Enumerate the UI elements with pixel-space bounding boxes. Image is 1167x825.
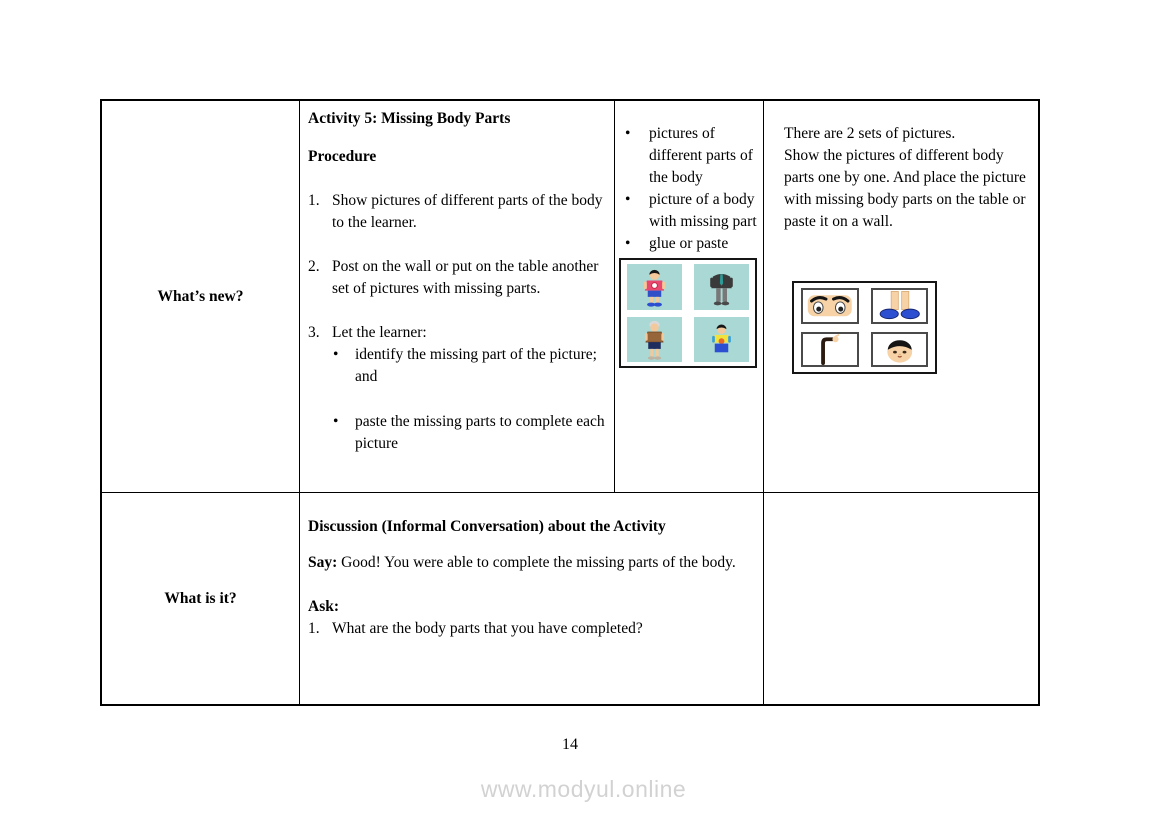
table-row (102, 492, 1038, 704)
list-item (333, 344, 608, 388)
old-man-image (627, 317, 682, 363)
learner-task-list (333, 344, 608, 455)
say-paragraph (308, 552, 743, 574)
arm-image (801, 332, 859, 368)
step-text: Let the learner: (332, 324, 427, 341)
page-number: 14 (562, 736, 578, 753)
lesson-plan-table (100, 99, 1040, 706)
step-text: Show pictures of different parts of the body to the learner. (332, 192, 603, 231)
list-item (623, 189, 759, 233)
procedure-step (308, 322, 608, 344)
notes-line-2: Show the pictures of different body parts one by one. And place the picture with missing body parts on the table or paste it on a wall. (784, 147, 1026, 230)
procedure-step (308, 190, 608, 234)
question-number: 1. (308, 620, 320, 637)
procedure-heading: Procedure (308, 148, 377, 165)
row-label-cell (102, 493, 299, 704)
feet-figure (873, 290, 927, 322)
watermark-text: www.modyul.online (480, 776, 687, 802)
task-text: identify the missing part of the picture; and (355, 346, 597, 385)
bullet-icon: • (625, 191, 631, 208)
row-label-cell (102, 101, 299, 492)
step-number: 1. (308, 192, 320, 209)
body-missing-head-image (694, 264, 749, 310)
empty-cell (763, 493, 1038, 704)
feet-image (871, 288, 929, 324)
list-item (623, 233, 759, 255)
procedure-step (308, 256, 608, 300)
activity-title: Activity 5: Missing Body Parts (308, 110, 511, 127)
task-text: paste the missing parts to complete each picture (355, 413, 605, 452)
boy-no-legs-figure (694, 317, 749, 363)
boy-figure (627, 264, 682, 310)
ask-question (308, 618, 743, 640)
material-text: pictures of different parts of the body (649, 125, 753, 186)
arm-figure (803, 334, 857, 366)
activity-procedure-cell (299, 101, 614, 492)
headless-body-figure (694, 264, 749, 310)
bullet-icon: • (625, 235, 631, 252)
material-text: glue or paste (649, 235, 729, 252)
old-man-figure (627, 317, 682, 363)
eyes-figure (803, 290, 857, 322)
bullet-icon: • (333, 346, 339, 363)
step-text: Post on the wall or put on the table another set of pictures with missing parts. (332, 258, 599, 297)
step-number: 2. (308, 258, 320, 275)
step-number: 3. (308, 324, 320, 341)
ask-label: Ask: (308, 598, 340, 615)
materials-cell (614, 101, 763, 492)
head-figure (873, 334, 927, 366)
say-text: Good! You were able to complete the missing parts of the body. (341, 554, 736, 571)
head-image (871, 332, 929, 368)
notes-line-1: There are 2 sets of pictures. (784, 125, 956, 142)
discussion-heading: Discussion (Informal Conversation) about the Activity (308, 518, 666, 535)
teacher-notes-cell (763, 101, 1038, 492)
figures-picture-grid (619, 258, 757, 368)
discussion-cell (299, 493, 763, 704)
eyes-image (801, 288, 859, 324)
section-label-what-is-it: What is it? (164, 589, 237, 607)
boy-missing-legs-image (694, 317, 749, 363)
bullet-icon: • (333, 413, 339, 430)
question-text: What are the body parts that you have completed? (332, 620, 643, 637)
boy-complete-image (627, 264, 682, 310)
bullet-icon: • (625, 125, 631, 142)
list-item (333, 411, 608, 455)
say-label: Say: (308, 554, 338, 571)
material-text: picture of a body with missing part (649, 191, 757, 230)
body-parts-picture-grid (792, 281, 937, 374)
section-label-whats-new: What’s new? (157, 287, 244, 305)
list-item (623, 123, 759, 189)
table-row (102, 101, 1038, 492)
